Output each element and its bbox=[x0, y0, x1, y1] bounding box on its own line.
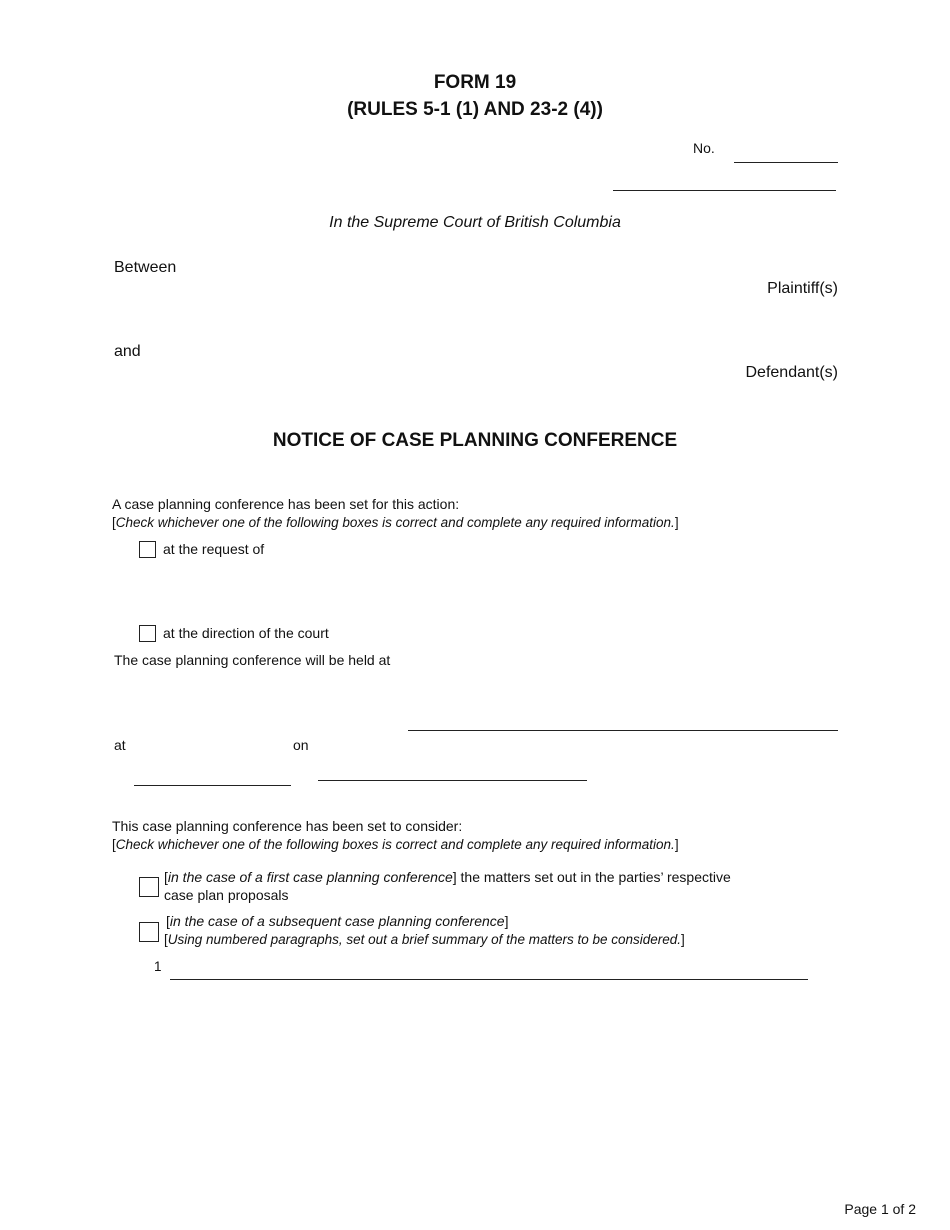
on-label: on bbox=[293, 737, 309, 753]
first-conference-label-line2: case plan proposals bbox=[164, 887, 289, 903]
registry-input[interactable] bbox=[613, 172, 836, 190]
file-number-label: No. bbox=[693, 140, 715, 156]
request-checkbox[interactable] bbox=[139, 541, 156, 558]
at-label: at bbox=[114, 737, 126, 753]
and-label: and bbox=[114, 343, 141, 360]
file-number-input[interactable] bbox=[734, 144, 838, 162]
form-rules: (RULES 5-1 (1) AND 23-2 (4)) bbox=[347, 99, 603, 120]
direction-label: at the direction of the court bbox=[163, 625, 329, 641]
form-title: FORM 19 bbox=[433, 72, 517, 93]
page-number: Page 1 of 2 bbox=[844, 1201, 916, 1217]
plaintiff-label: Plaintiff(s) bbox=[767, 280, 838, 297]
first-conference-checkbox[interactable] bbox=[139, 877, 159, 897]
date-line bbox=[318, 780, 587, 781]
section1-instruction: [Check whichever one of the following boxes is correct and complete any required information.] bbox=[112, 515, 679, 530]
date-input[interactable] bbox=[318, 762, 587, 780]
defendant-label: Defendant(s) bbox=[745, 364, 838, 381]
matters-item-1-input[interactable] bbox=[170, 961, 808, 979]
registry-line bbox=[613, 190, 836, 191]
matters-item-1-line bbox=[170, 979, 808, 980]
item-number: 1 bbox=[154, 959, 162, 974]
held-at-label: The case planning conference will be held at bbox=[114, 652, 391, 668]
location-input[interactable] bbox=[408, 712, 838, 730]
time-line bbox=[134, 785, 291, 786]
notice-title: NOTICE OF CASE PLANNING CONFERENCE bbox=[272, 430, 678, 451]
between-label: Between bbox=[114, 259, 177, 276]
court-name: In the Supreme Court of British Columbia bbox=[329, 214, 621, 231]
section2-instruction: [Check whichever one of the following boxes is correct and complete any required information.] bbox=[112, 837, 679, 852]
section1-intro: A case planning conference has been set for this action: bbox=[112, 496, 460, 512]
section2-intro: This case planning conference has been set to consider: bbox=[112, 818, 463, 834]
file-number-line bbox=[734, 162, 838, 163]
request-label: at the request of bbox=[163, 541, 265, 557]
first-conference-label: [in the case of a first case planning conference] the matters set out in the parties’ respective bbox=[164, 869, 731, 885]
subsequent-conference-label: [in the case of a subsequent case planning conference] bbox=[166, 913, 509, 929]
direction-checkbox[interactable] bbox=[139, 625, 156, 642]
subsequent-conference-checkbox[interactable] bbox=[139, 922, 159, 942]
time-input[interactable] bbox=[134, 767, 291, 785]
location-line bbox=[408, 730, 838, 731]
subsequent-conference-instruction: [Using numbered paragraphs, set out a brief summary of the matters to be considered.] bbox=[164, 932, 685, 947]
